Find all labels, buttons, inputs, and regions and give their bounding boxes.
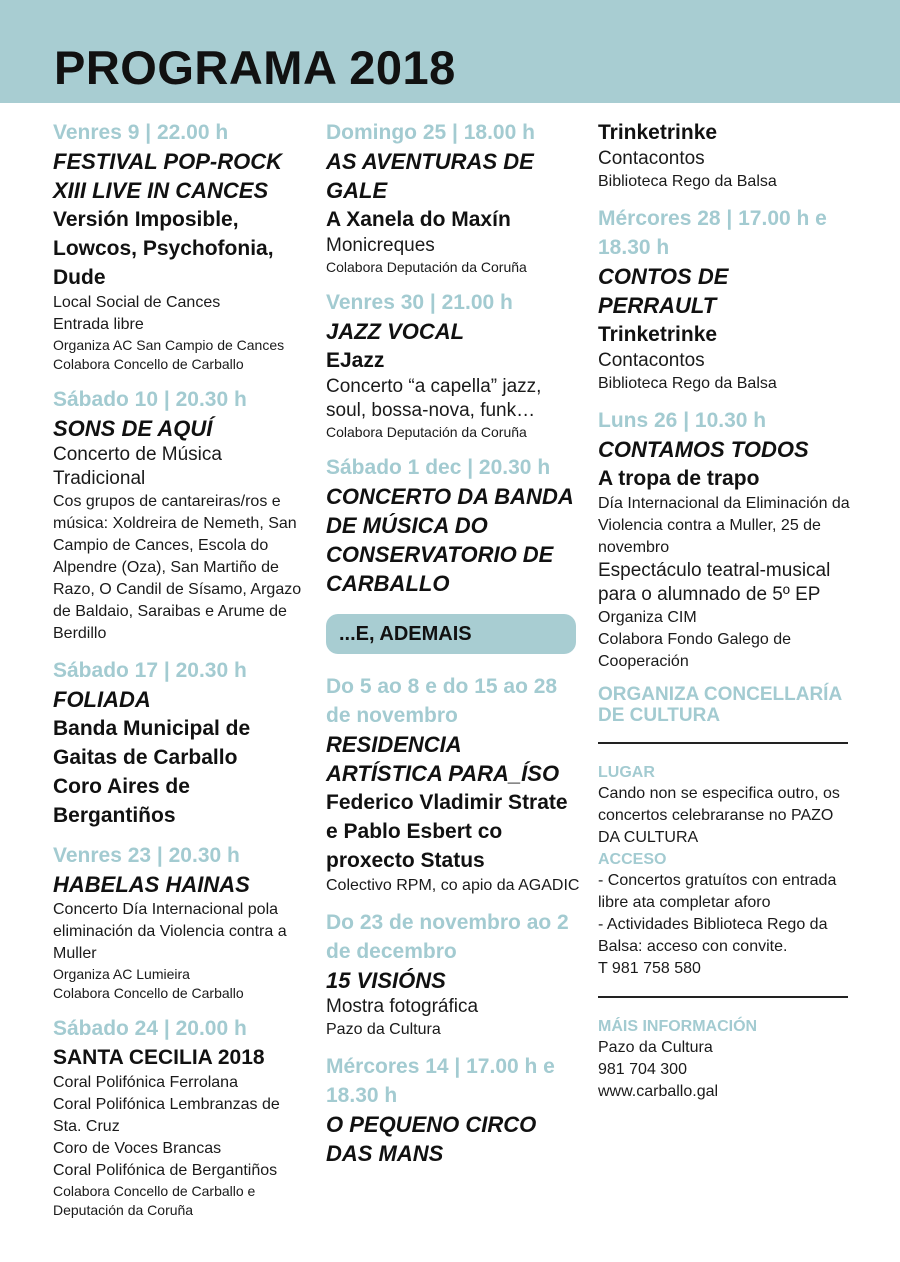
column-3 — [598, 118, 850, 1103]
event-date: Mércores 28 | 17.00 h e 18.30 h — [598, 207, 827, 259]
event-performer: A Xanela do Maxín — [326, 208, 511, 231]
event-performer: A tropa de trapo — [598, 467, 760, 490]
event-date: Venres 30 | 21.00 h — [326, 291, 513, 314]
column-2-extra-events — [326, 672, 581, 1168]
event-item — [326, 908, 581, 1041]
event-detail: Biblioteca Rego da Balsa — [598, 375, 777, 392]
event-item — [598, 204, 850, 395]
event-performer: Trinketrinke — [598, 323, 718, 346]
event-credit: Colabora Deputación da Coruña — [326, 259, 527, 275]
event-item — [53, 118, 308, 374]
page-title: PROGRAMA 2018 — [54, 41, 456, 94]
event-detail: Coro de Voces Brancas — [53, 1140, 222, 1157]
event-title: CONTAMOS TODOS — [598, 437, 809, 462]
event-detail: Monicreques — [326, 235, 435, 256]
divider — [598, 742, 848, 744]
event-item — [598, 118, 850, 193]
event-credit: Colabora Concello de Carballo — [53, 985, 244, 1001]
event-title: O PEQUENO CIRCO DAS MANS — [326, 1112, 537, 1166]
event-credit: Colabora Concello de Carballo — [53, 356, 244, 372]
ademais-banner: ...E, ADEMAIS — [326, 614, 576, 654]
column-2 — [326, 118, 581, 1179]
event-item — [326, 453, 581, 598]
event-detail: Coral Polifónica Lembranzas de Sta. Cruz — [53, 1096, 280, 1135]
event-date: Domingo 25 | 18.00 h — [326, 121, 535, 144]
event-detail: Colabora Fondo Galego de Cooperación — [598, 631, 792, 670]
event-title: 15 VISIÓNS — [326, 968, 446, 993]
header-band — [0, 0, 900, 103]
event-item — [326, 288, 581, 442]
acceso-line: - Concertos gratuítos con entrada libre ata completar aforo — [598, 872, 837, 911]
event-item — [598, 406, 850, 673]
event-credit: Organiza AC Lumieira — [53, 966, 190, 982]
event-detail: Cos grupos de cantareiras/ros e música: Xoldreira de Nemeth, San Campio de Cances, Escola do Alpendre (Oza), San Martiño de Razo, O Candil de Sísamo, Argazo de Baldaio, Saraibas e Arume de Berdillo — [53, 493, 302, 642]
event-item — [326, 118, 581, 277]
event-item — [53, 385, 308, 645]
info-venue: Pazo da Cultura — [598, 1039, 713, 1056]
event-detail: Biblioteca Rego da Balsa — [598, 173, 777, 190]
event-detail: Coral Polifónica de Bergantiños — [53, 1162, 278, 1179]
event-detail: Concerto de Música Tradicional — [53, 444, 222, 489]
event-detail: Concerto Día Internacional pola eliminación da Violencia contra a Muller — [53, 901, 287, 962]
event-item — [53, 1014, 308, 1220]
event-title: FESTIVAL POP-ROCK XIII LIVE IN CANCES — [53, 149, 282, 203]
event-credit: Organiza AC San Campio de Cances — [53, 337, 285, 353]
event-date: Do 5 ao 8 e do 15 ao 28 de novembro — [326, 675, 558, 727]
organiza-label: ORGANIZA CONCELLARÍA DE CULTURA — [598, 684, 842, 726]
event-date: Sábado 10 | 20.30 h — [53, 388, 247, 411]
column-1 — [53, 118, 308, 1231]
event-title: HABELAS HAINAS — [53, 872, 250, 897]
event-item — [53, 656, 308, 830]
event-date: Venres 9 | 22.00 h — [53, 121, 229, 144]
event-date: Luns 26 | 10.30 h — [598, 409, 767, 432]
info-section — [598, 1016, 850, 1103]
acceso-phone: T 981 758 580 — [598, 960, 701, 977]
event-performer: Coro Aires de Bergantiños — [53, 775, 190, 827]
event-credit: Colabora Concello de Carballo e Deputación da Coruña — [53, 1183, 256, 1218]
event-item — [326, 672, 581, 897]
event-performer: SANTA CECILIA 2018 — [53, 1046, 265, 1069]
acceso-line: - Actividades Biblioteca Rego da Balsa: acceso con convite. — [598, 916, 828, 955]
lugar-section — [598, 762, 850, 980]
event-date: Venres 23 | 20.30 h — [53, 844, 240, 867]
event-title: RESIDENCIA ARTÍSTICA PARA_ÍSO — [326, 732, 560, 786]
event-detail: Contacontos — [598, 148, 705, 169]
event-detail: Local Social de Cances — [53, 294, 221, 311]
event-title: SONS DE AQUÍ — [53, 416, 213, 441]
event-detail: Día Internacional da Eliminación da Violencia contra a Muller, 25 de novembro — [598, 495, 850, 556]
event-performer: Trinketrinke — [598, 121, 718, 144]
event-detail: Espectáculo teatral-musical para o alumnado de 5º EP — [598, 560, 831, 605]
event-date: Mércores 14 | 17.00 h e 18.30 h — [326, 1055, 555, 1107]
event-detail: Contacontos — [598, 350, 705, 371]
column-3-events — [598, 118, 850, 673]
event-date: Sábado 24 | 20.00 h — [53, 1017, 247, 1040]
event-detail: Colectivo RPM, co apio da AGADIC — [326, 877, 580, 894]
event-detail: Entrada libre — [53, 316, 144, 333]
acceso-label: ACCESO — [598, 851, 667, 868]
event-detail: Mostra fotográfica — [326, 996, 479, 1017]
divider — [598, 996, 848, 998]
event-detail: Concerto “a capella” jazz, soul, bossa-nova, funk… — [326, 376, 542, 421]
event-performer: Federico Vladimir Strate e Pablo Esbert co proxecto Status — [326, 791, 568, 872]
event-date: Do 23 de novembro ao 2 de decembro — [326, 911, 569, 963]
event-title: CONTOS DE PERRAULT — [598, 264, 729, 318]
event-title: JAZZ VOCAL — [326, 319, 465, 344]
column-2-events — [326, 118, 581, 598]
event-performer: Versión Imposible, Lowcos, Psychofonia, Dude — [53, 208, 274, 289]
event-date: Sábado 17 | 20.30 h — [53, 659, 247, 682]
info-label: MÁIS INFORMACIÓN — [598, 1018, 758, 1035]
event-item — [53, 841, 308, 1003]
event-title: FOLIADA — [53, 687, 151, 712]
event-performer: Banda Municipal de Gaitas de Carballo — [53, 717, 251, 769]
lugar-label: LUGAR — [598, 764, 655, 781]
event-date: Sábado 1 dec | 20.30 h — [326, 456, 551, 479]
info-website: www.carballo.gal — [598, 1083, 719, 1100]
event-title: CONCERTO DA BANDA DE MÚSICA DO CONSERVATORIO DE CARBALLO — [326, 484, 573, 596]
event-title: AS AVENTURAS DE GALE — [326, 149, 534, 203]
info-phone: 981 704 300 — [598, 1061, 687, 1078]
event-detail: Coral Polifónica Ferrolana — [53, 1074, 238, 1091]
event-detail: Organiza CIM — [598, 609, 697, 626]
event-credit: Colabora Deputación da Coruña — [326, 424, 527, 440]
event-performer: EJazz — [326, 349, 385, 372]
lugar-text: Cando non se especifica outro, os concertos celebraranse no PAZO DA CULTURA — [598, 785, 840, 846]
event-item — [326, 1052, 581, 1168]
event-detail: Pazo da Cultura — [326, 1021, 441, 1038]
